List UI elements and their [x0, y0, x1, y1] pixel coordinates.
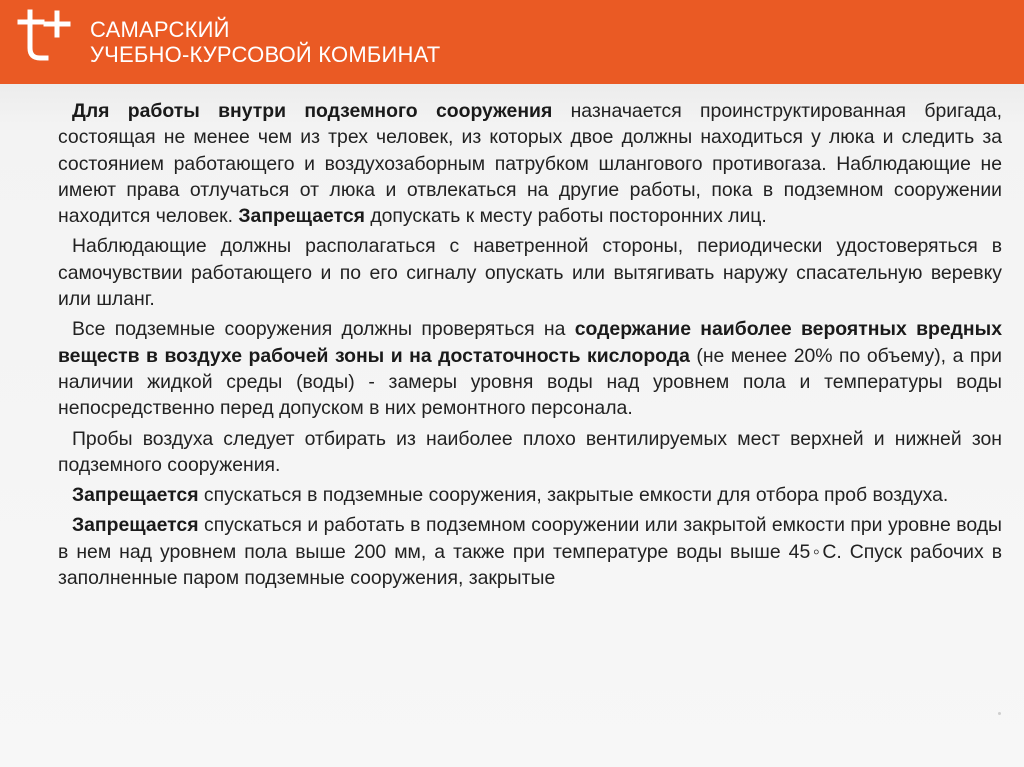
paragraph-2	[58, 233, 1002, 312]
decorative-dot	[998, 712, 1001, 715]
text-span: Наблюдающие должны располагаться с наветренной стороны, периодически удостоверяться в самочувствии работающего и по его сигналу опускать или вытягивать наружу спасательную веревку или шланг.	[58, 235, 1002, 311]
text-span: (не менее 20% по объему), а при наличии жидкой среды (воды) - замеры уровня воды над уровнем пола и температуры воды непосредственно перед допуском в них ремонтного персонала.	[58, 344, 1002, 420]
t-plus-logo-icon	[16, 8, 78, 70]
text-span: допускать к месту работы посторонних лиц.	[364, 205, 767, 228]
text-span: Пробы воздуха следует отбирать из наиболее плохо вентилируемых мест верхней и нижней зон подземного сооружения.	[58, 427, 1002, 476]
paragraph-4	[58, 426, 1002, 479]
header-bar	[0, 0, 1024, 84]
text-span: спускаться и работать в подземном сооружении или закрытой емкости при уровне воды в нем над уровнем пола выше 200 мм, а также при температуре воды выше 45◦С. Спуск рабочих в заполненные паром подземные сооружения, закрытые	[58, 514, 1002, 590]
brand-line-1: САМАРСКИЙ	[90, 17, 230, 42]
brand-name	[90, 17, 440, 67]
paragraph-6	[58, 512, 1002, 591]
bold-phrase: Запрещается	[72, 514, 199, 537]
text-span: назначается проинструктированная бригада, состоящая не менее чем из трех человек, из которых двое должны находиться у люка и следить за состоянием работающего и воздухозаборным патрубком шлангового противогаза. Наблюдающие не имеют права отлучаться от люка и отвлекаться на другие работы, пока в подземном сооружении находится человек.	[58, 100, 1002, 228]
bold-phrase: Запрещается	[72, 484, 199, 507]
paragraph-5	[58, 482, 1002, 508]
text-span: Все подземные сооружения должны проверяться на	[72, 318, 575, 341]
bold-phrase: Для работы внутри подземного сооружения	[72, 100, 553, 122]
paragraph-3	[58, 316, 1002, 421]
paragraph-1	[58, 98, 1002, 229]
bold-phrase: Запрещается	[238, 205, 365, 228]
text-span: спускаться в подземные сооружения, закрытые емкости для отбора проб воздуха.	[198, 484, 949, 507]
bold-phrase: содержание наиболее вероятных вредных веществ в воздухе рабочей зоны и на достаточность кислорода	[58, 318, 1002, 367]
brand-line-2: УЧЕБНО-КУРСОВОЙ КОМБИНАТ	[90, 42, 441, 67]
slide-text	[58, 98, 1002, 595]
